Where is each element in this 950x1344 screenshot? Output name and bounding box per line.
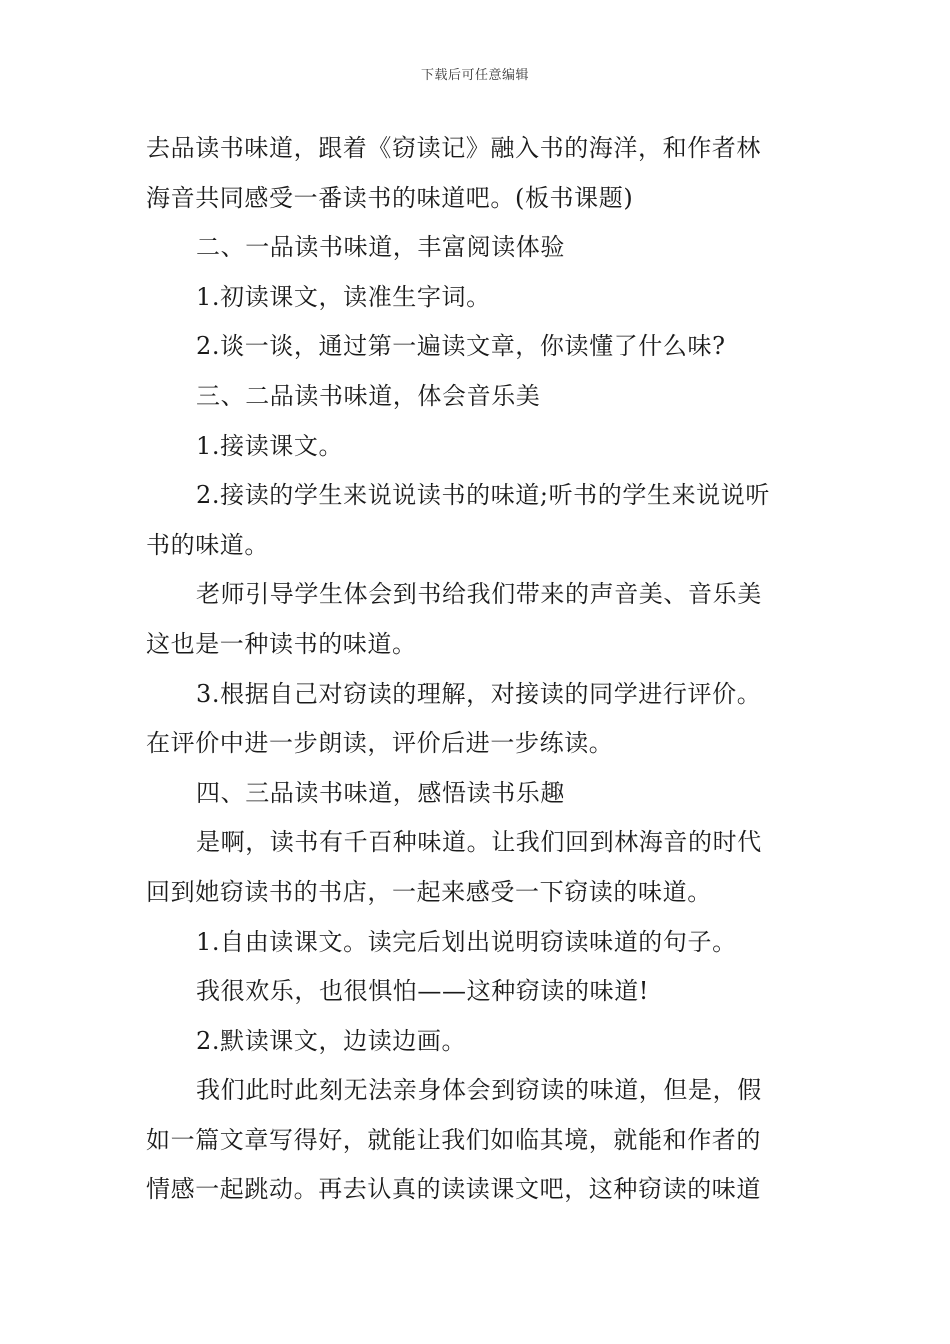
document-body xyxy=(146,124,808,1215)
text-line: 书的味道。 xyxy=(146,530,269,559)
text-line: 在评价中进一步朗读，评价后进一步练读。 xyxy=(146,729,614,758)
text-line: 海音共同感受一番读书的味道吧。(板书课题) xyxy=(146,183,634,212)
page-header-note: 下载后可任意编辑 xyxy=(420,68,529,83)
text-line: 情感一起跳动。再去认真的读读课文吧，这种窃读的味道 xyxy=(146,1175,761,1204)
paragraph-line: 是啊，读书有千百种味道。让我们回到林海音的时代 xyxy=(196,828,762,857)
list-item: 1.自由读课文。读完后划出说明窃读味道的句子。 xyxy=(196,927,737,956)
quote-line: 我很欢乐，也很惧怕——这种窃读的味道! xyxy=(196,977,650,1006)
section-heading: 二、一品读书味道，丰富阅读体验 xyxy=(196,233,565,262)
paragraph-line: 我们此时此刻无法亲身体会到窃读的味道，但是，假 xyxy=(196,1076,762,1105)
text-line: 去品读书味道，跟着《窃读记》融入书的海洋，和作者林 xyxy=(146,134,761,162)
list-item: 3.根据自己对窃读的理解，对接读的同学进行评价。 xyxy=(196,679,762,708)
list-item: 1.初读课文，读准生字词。 xyxy=(196,282,491,311)
text-line: 如一篇文章写得好，就能让我们如临其境，就能和作者的 xyxy=(146,1125,761,1154)
list-item: 2.默读课文，边读边画。 xyxy=(196,1026,467,1055)
list-item: 1.接读课文。 xyxy=(196,431,344,460)
section-heading: 三、二品读书味道，体会音乐美 xyxy=(196,381,541,410)
text-line: 这也是一种读书的味道。 xyxy=(146,629,417,658)
list-item: 2.谈一谈，通过第一遍读文章，你读懂了什么味? xyxy=(196,332,726,361)
section-heading: 四、三品读书味道，感悟读书乐趣 xyxy=(196,778,565,807)
list-item: 2.接读的学生来说说读书的味道;听书的学生来说说听 xyxy=(196,481,770,510)
text-line: 回到她窃读书的书店，一起来感受一下窃读的味道。 xyxy=(146,877,712,906)
paragraph-line: 老师引导学生体会到书给我们带来的声音美、音乐美 xyxy=(196,580,762,609)
